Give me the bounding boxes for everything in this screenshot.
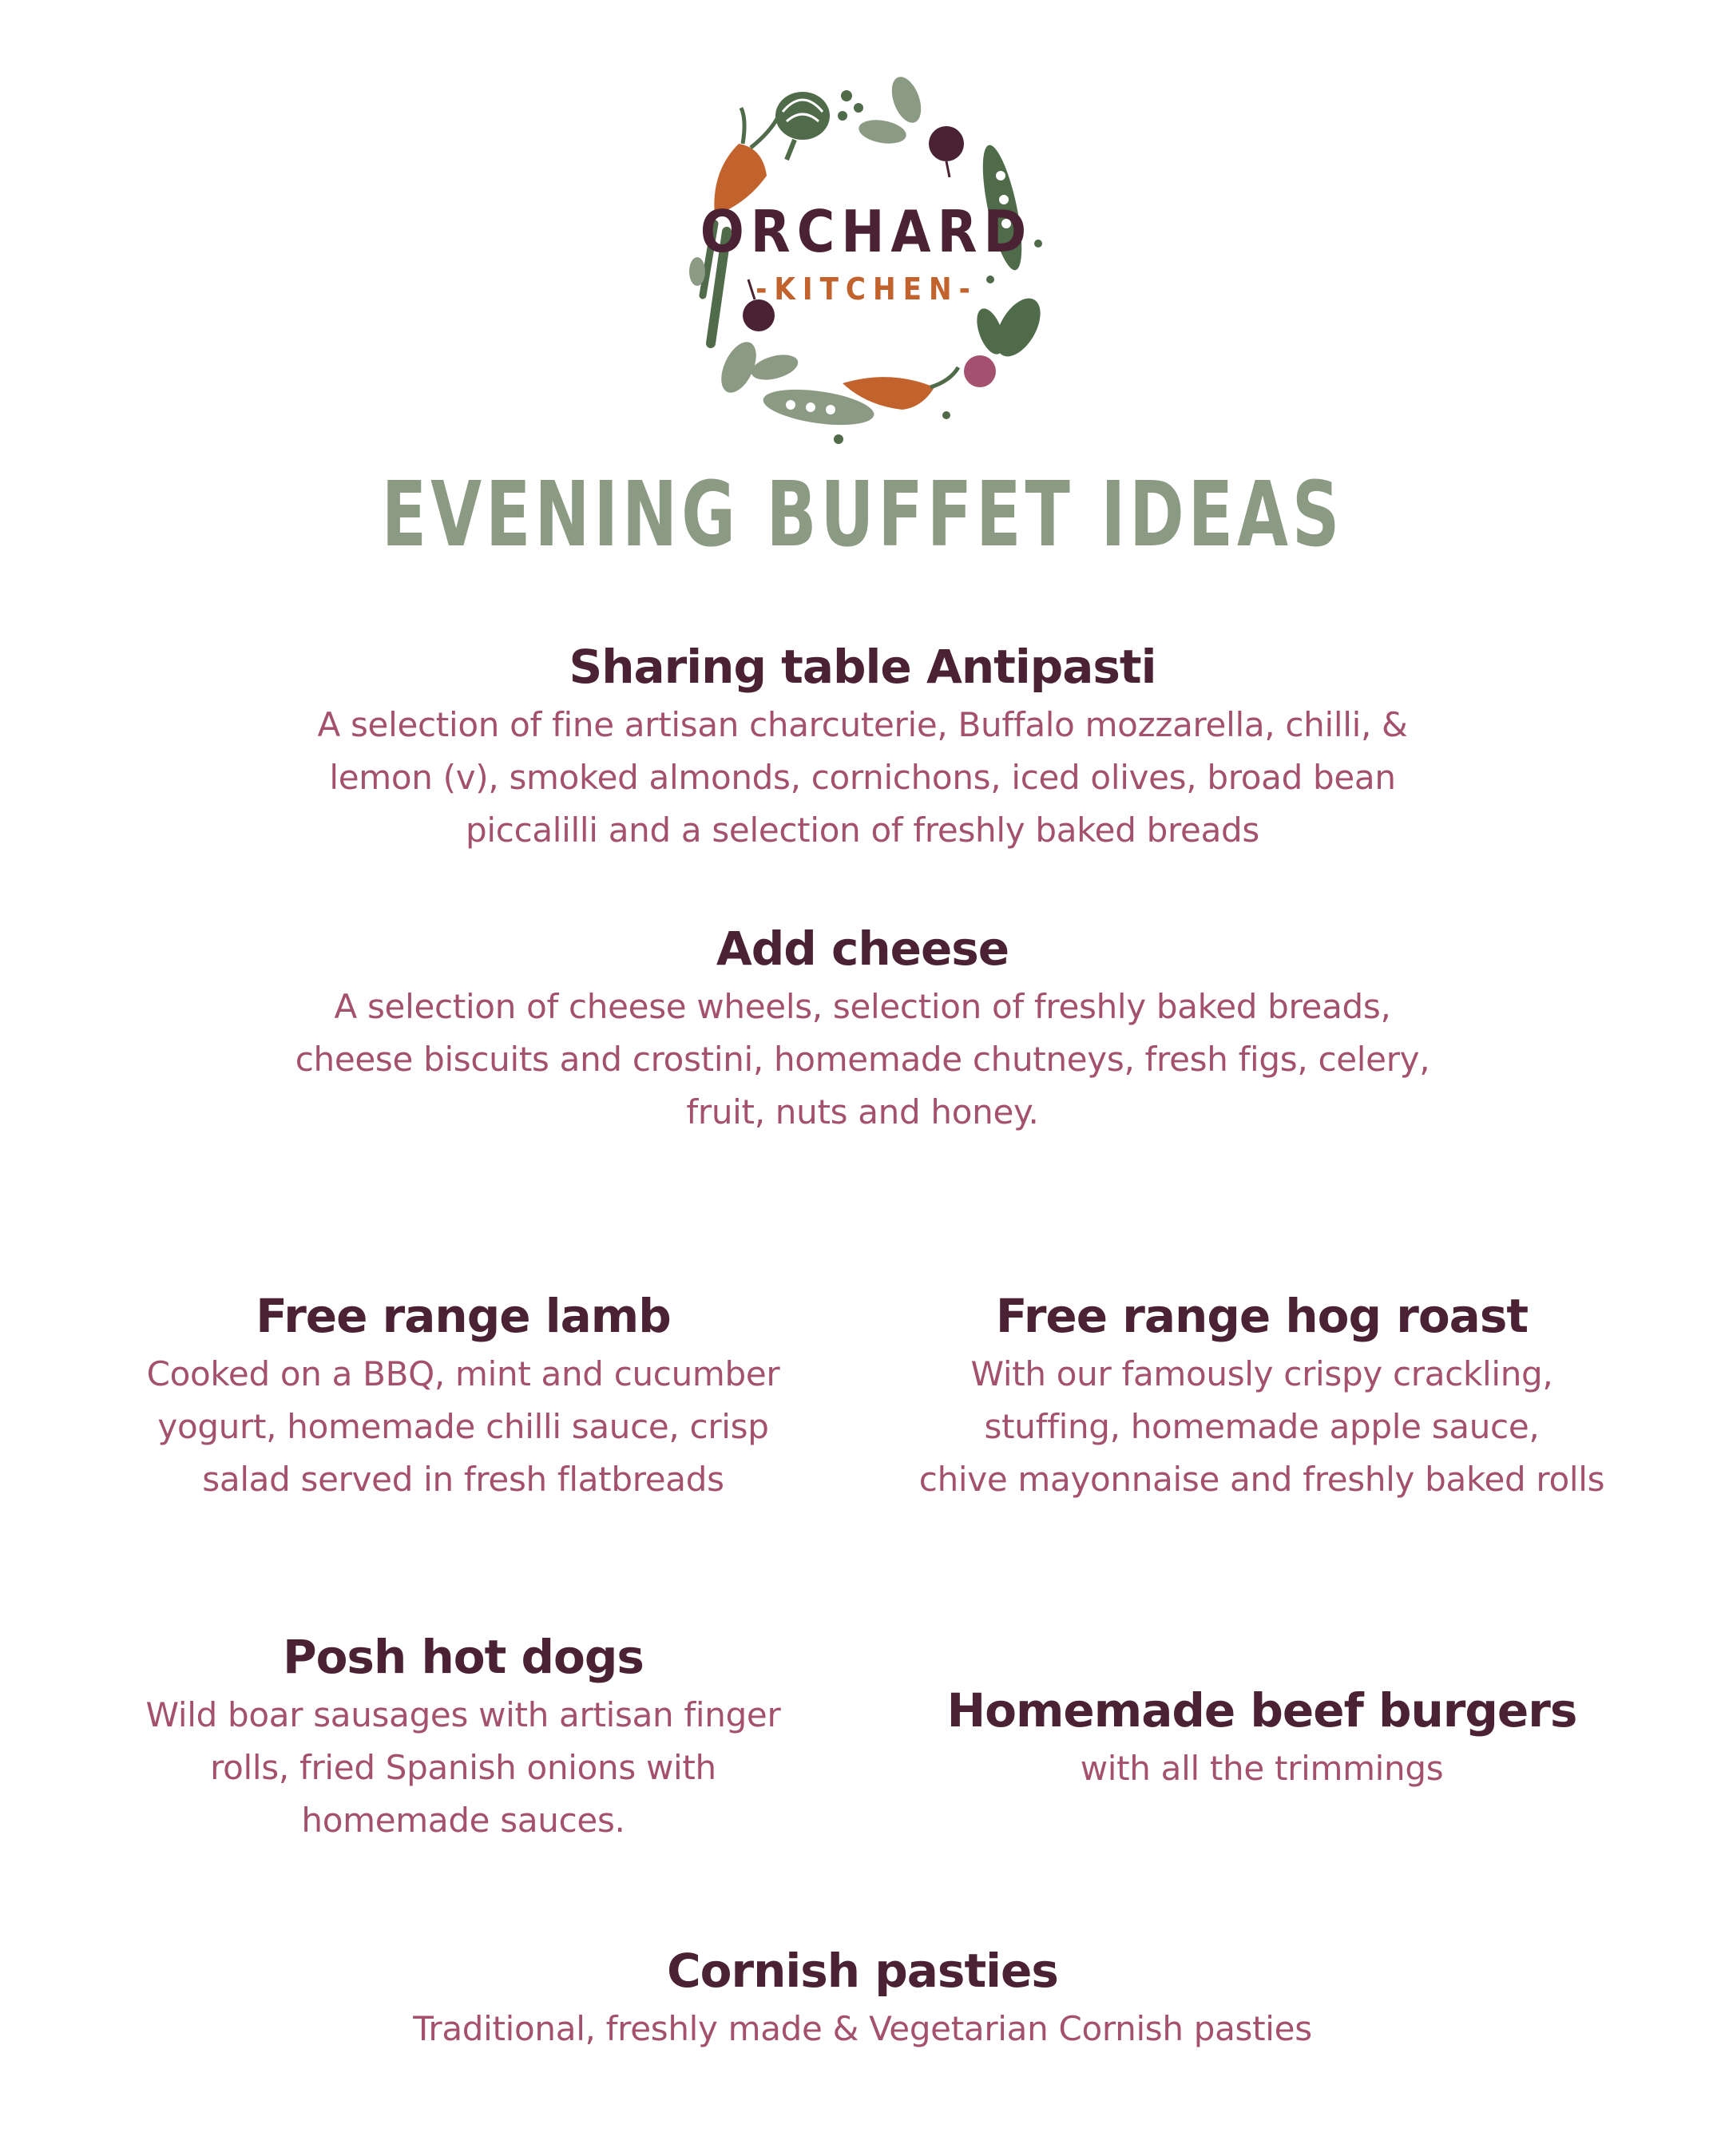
beetroot-icon [929, 126, 964, 177]
menu-item-heading: Add cheese [716, 921, 1009, 976]
menu-item-heading: Sharing table Antipasti [569, 640, 1156, 694]
leaf-icon [857, 73, 926, 147]
menu-item-heading: Cornish pasties [667, 1944, 1058, 1998]
menu-item-description: with all the trimmings [1080, 1749, 1444, 1788]
menu-item-heading: Free range lamb [256, 1289, 671, 1343]
page-title: EVENING BUFFET IDEAS [381, 463, 1344, 567]
menu-item-beef-burgers [847, 1678, 1677, 1795]
logo [683, 72, 1050, 447]
menu-item-lamb [80, 1284, 847, 1506]
menu-item-heading: Posh hot dogs [283, 1630, 644, 1684]
brand-subtitle: -KITCHEN- [755, 271, 978, 307]
artichoke-icon [775, 92, 830, 160]
menu-item-antipasti [0, 635, 1725, 857]
menu-item-description: A selection of fine artisan charcuterie, Buffalo mozzarella, chilli, & lemon (v), smoked almonds, cornichons, iced olives, broad bean piccalilli and a selection of freshly baked breads [317, 705, 1408, 850]
menu-item-description: Wild boar sausages with artisan finger rolls, fried Spanish onions with homemade sauces. [145, 1695, 781, 1840]
menu-item-description: Traditional, freshly made & Vegetarian Cornish pasties [413, 2009, 1312, 2048]
menu-item-description: A selection of cheese wheels, selection of freshly baked breads, cheese biscuits and crostini, homemade chutneys, fresh figs, celery, fruit, nuts and honey. [295, 987, 1430, 1132]
brand-name: ORCHARD [700, 198, 1033, 265]
menu-item-hog-roast [847, 1284, 1677, 1506]
menu-item-heading: Homemade beef burgers [946, 1683, 1577, 1738]
menu-item-cheese [0, 917, 1725, 1139]
menu-item-cornish-pasties [0, 1939, 1725, 2055]
menu-item-description: With our famously crispy crackling, stuffing, homemade apple sauce, chive mayonnaise and freshly baked rolls [918, 1354, 1605, 1499]
menu-item-heading: Free range hog roast [995, 1289, 1529, 1343]
menu-item-hot-dogs [80, 1625, 847, 1847]
leaf-icon [714, 337, 800, 398]
menu-item-description: Cooked on a BBQ, mint and cucumber yogurt, homemade chilli sauce, crisp salad served in fresh flatbreads [146, 1354, 780, 1499]
